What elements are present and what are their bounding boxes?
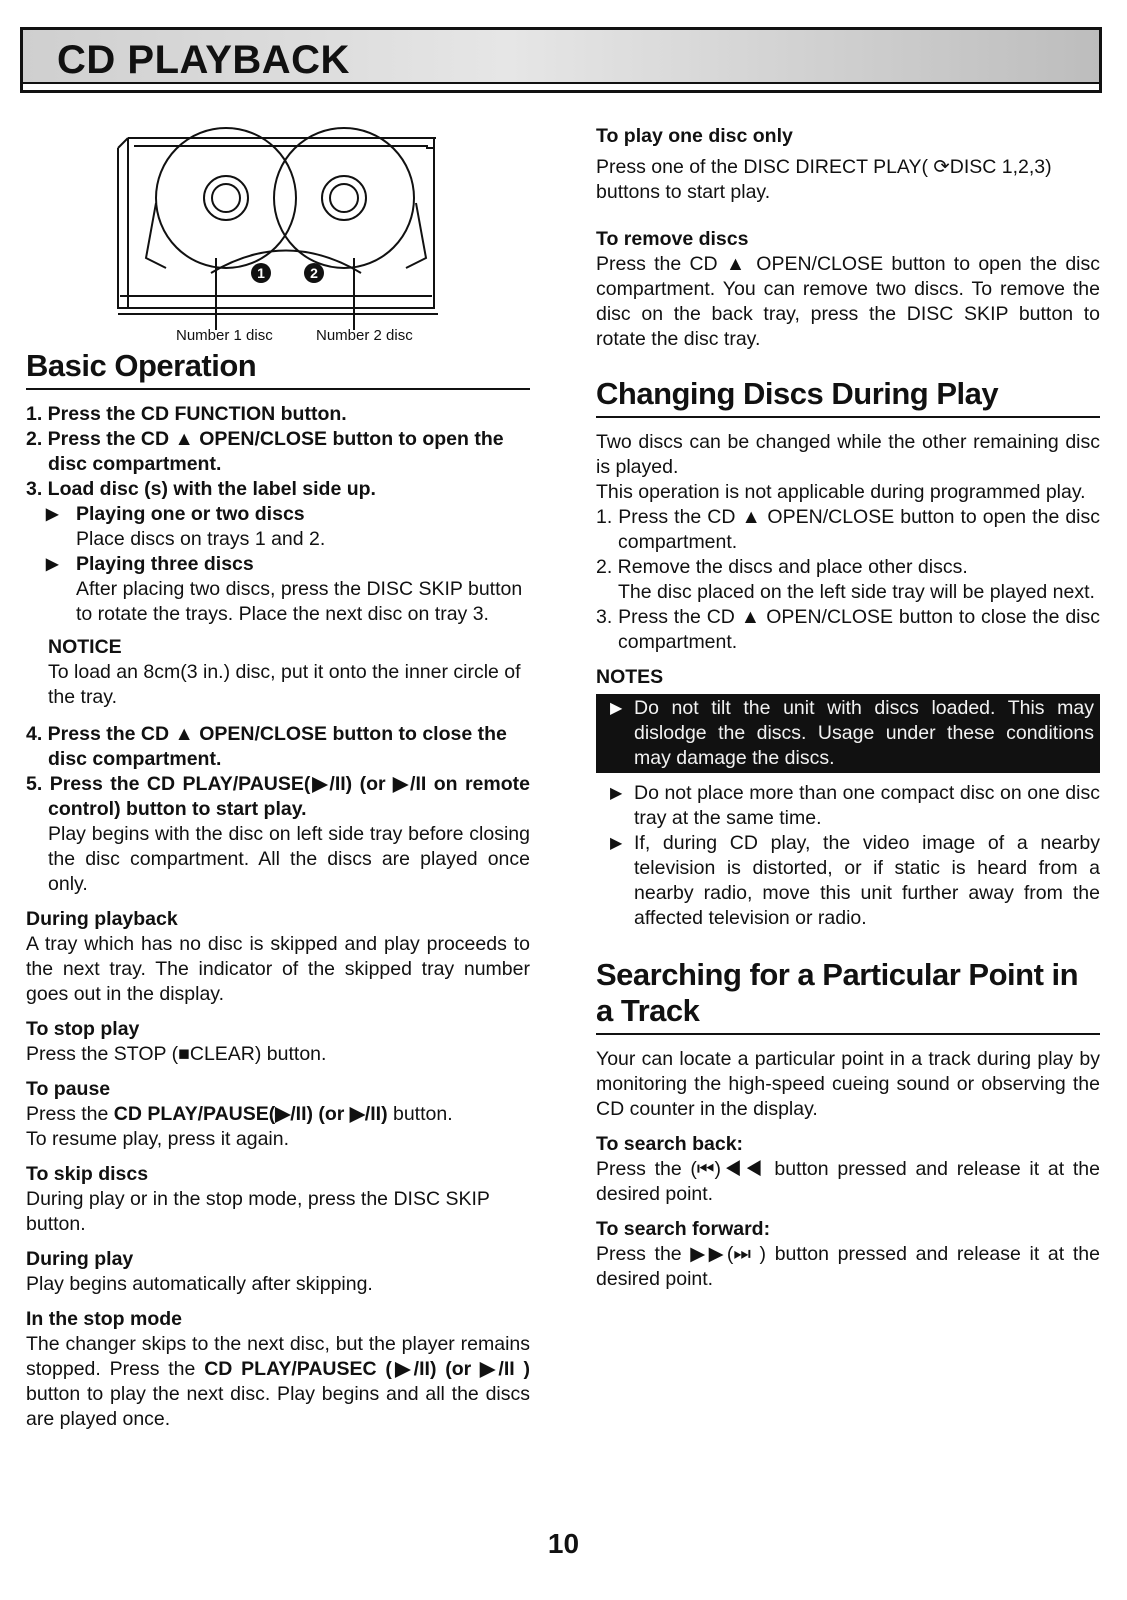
remove-text: Press the CD ▲ OPEN/CLOSE button to open the disc compartment. You can remove two discs. To remove the disc on the back tray, press the DISC SKIP button to rotate the disc tray. (596, 253, 1100, 350)
note-3: ▶ If, during CD play, the video image of a nearby television is distorted, or if static is heard from a nearby radio, move this unit further away from the affected television or radio. (596, 831, 1100, 931)
changing-step-2: 2. Remove the discs and place other discs. (596, 556, 968, 578)
play-one-title: To play one disc only (596, 125, 793, 147)
basic-operation-heading: Basic Operation (26, 348, 530, 390)
pause-text-2: To resume play, press it again. (26, 1128, 290, 1150)
stop-mode-text (26, 1332, 530, 1432)
page-header-banner (20, 27, 1102, 93)
note-2: ▶ Do not place more than one compact disc on one disc tray at the same time. (596, 781, 1100, 831)
play-one-text: Press one of the DISC DIRECT PLAY( ⟳DISC 1,2,3) buttons to start play. (596, 156, 1052, 203)
step-4: 4. Press the CD ▲ OPEN/CLOSE button to close the disc compartment. (26, 723, 507, 770)
pause-text-b: CD PLAY/PAUSE(▶/II) (or ▶/II) (113, 1103, 388, 1125)
pause-text-c: button. (387, 1103, 453, 1125)
disc-tray-illustration (116, 108, 456, 348)
stop-mode-title: In the stop mode (26, 1308, 182, 1330)
page-title: CD PLAYBACK (57, 38, 350, 82)
search-back-text: Press the (⏮)◀◀ button pressed and release it at the desired point. (596, 1158, 1100, 1205)
changing-heading: Changing Discs During Play (596, 376, 1100, 418)
notes-title: NOTES (596, 666, 664, 688)
number-2-disc-label: Number 2 disc (316, 327, 413, 344)
search-back-title: To search back: (596, 1133, 744, 1155)
step-2: 2. Press the CD ▲ OPEN/CLOSE button to open the disc compartment. (26, 428, 504, 475)
sub-one-or-two-text: Place discs on trays 1 and 2. (76, 528, 326, 550)
step-1: 1. Press the CD FUNCTION button. (26, 403, 347, 425)
stop-title: To stop play (26, 1018, 140, 1040)
stop-mode-c: button to play the next disc. Play begins and all the discs are played once. (26, 1383, 530, 1430)
notice-text: To load an 8cm(3 in.) disc, put it onto the inner circle of the tray. (48, 661, 521, 708)
stop-text: Press the STOP (■CLEAR) button. (26, 1043, 327, 1065)
pause-title: To pause (26, 1078, 111, 1100)
during-playback-title: During playback (26, 908, 178, 930)
changing-p2: This operation is not applicable during programmed play. (596, 481, 1086, 503)
changing-step-3: 3. Press the CD ▲ OPEN/CLOSE button to close the disc compartment. (596, 606, 1100, 653)
changing-step-1: 1. Press the CD ▲ OPEN/CLOSE button to open the disc compartment. (596, 506, 1100, 553)
changing-p1: Two discs can be changed while the other remaining disc is played. (596, 431, 1100, 478)
during-play-text: Play begins automatically after skipping. (26, 1273, 373, 1295)
page-number: 10 (547, 1528, 580, 1559)
sub-one-or-two (26, 502, 530, 552)
sub-three (26, 552, 530, 627)
sub-three-title: ▶ Playing three discs (76, 552, 530, 577)
stop-mode-b: CD PLAY/PAUSEC (▶/II) (or ▶/II ) (204, 1358, 530, 1380)
disc-tray-figure (116, 108, 456, 348)
note-1: ▶ Do not tilt the unit with discs loaded. This may dislodge the discs. Usage under these conditions may damage the discs. (596, 694, 1100, 773)
step-5: 5. Press the CD PLAY/PAUSE(▶/II) (or ▶/II on remote control) button to start play. (26, 773, 530, 820)
searching-text: Your can locate a particular point in a track during play by monitoring the high-speed cueing sound or observing the CD counter in the display. (596, 1048, 1100, 1120)
skip-title: To skip discs (26, 1163, 149, 1185)
number-1-disc-label: Number 1 disc (176, 327, 273, 344)
disc-1-badge: 1 (257, 265, 265, 281)
disc-2-badge: 2 (310, 265, 318, 281)
remove-title: To remove discs (596, 228, 749, 250)
pause-text-a: Press the (26, 1103, 114, 1125)
searching-heading: Searching for a Particular Point in a Track (596, 957, 1100, 1035)
search-forward-text: Press the ▶▶(⏭ ) button pressed and release it at the desired point. (596, 1243, 1100, 1290)
changing-step-2-text: The disc placed on the left side tray will be played next. (618, 581, 1095, 603)
search-forward-title: To search forward: (596, 1218, 771, 1240)
pause-text (26, 1102, 530, 1127)
notice-title: NOTICE (48, 636, 122, 658)
step-5-text: Play begins with the disc on left side tray before closing the disc compartment. All the discs are played once only. (48, 823, 530, 895)
right-column (596, 124, 1100, 1292)
during-playback-text: A tray which has no disc is skipped and play proceeds to the next tray. The indicator of the skipped tray number goes out in the display. (26, 933, 530, 1005)
stop-mode-a: The changer skips to the next disc, but the player remains stopped. Press the (26, 1333, 530, 1380)
step-3: 3. Load disc (s) with the label side up. (26, 478, 376, 500)
left-column (26, 108, 530, 1432)
during-play-title: During play (26, 1248, 134, 1270)
sub-one-or-two-title: ▶ Playing one or two discs (76, 502, 530, 527)
skip-text: During play or in the stop mode, press the DISC SKIP button. (26, 1188, 490, 1235)
notice-block (26, 635, 530, 710)
sub-three-text: After placing two discs, press the DISC SKIP button to rotate the trays. Place the next disc on tray 3. (76, 578, 523, 625)
